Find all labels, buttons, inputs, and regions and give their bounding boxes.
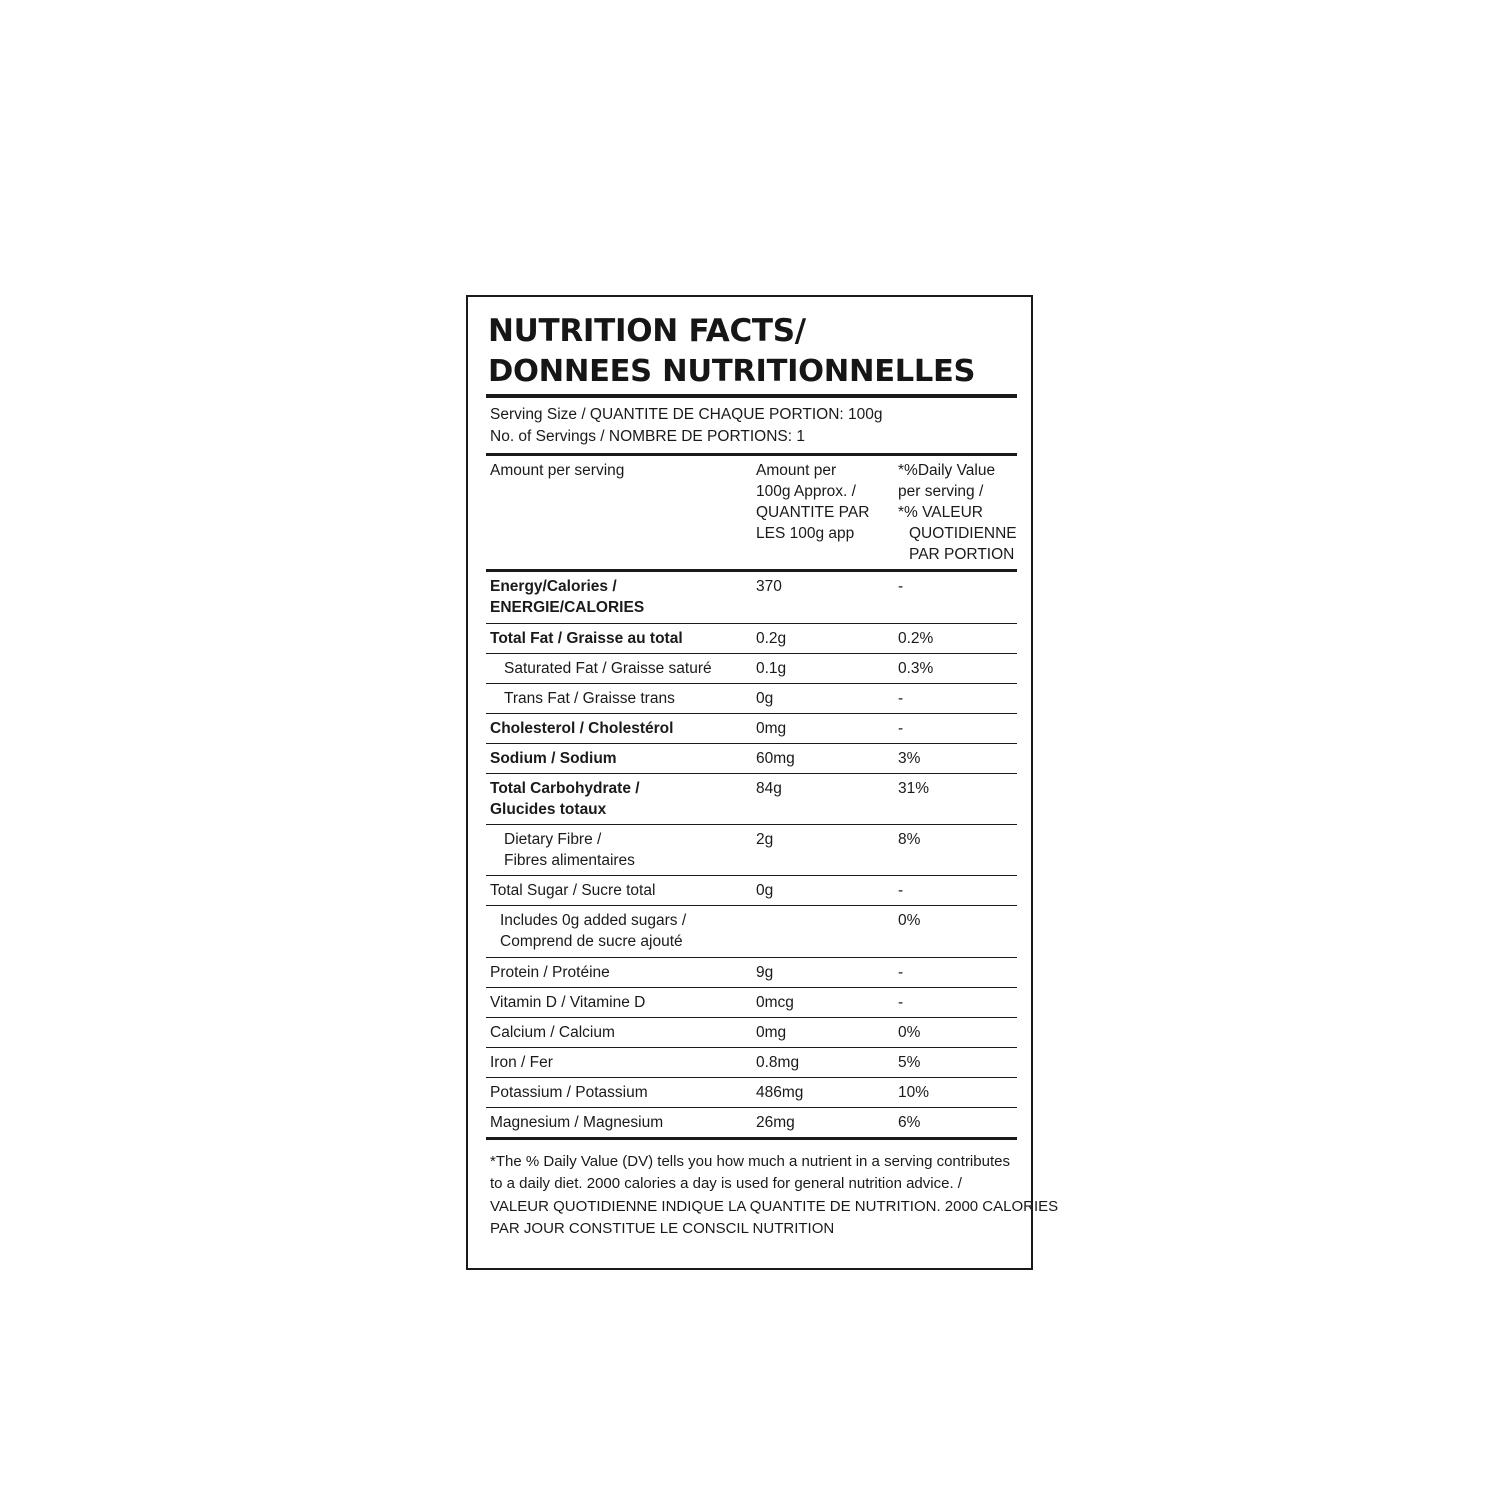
nutrition-facts-inner — [486, 313, 1059, 1241]
nutrient-amount: 486mg — [752, 1077, 894, 1107]
nutrient-dv: - — [894, 876, 1017, 906]
nutrient-name-l1: Energy/Calories / — [490, 578, 617, 596]
col-header-daily-value-l5: PAR PORTION — [909, 546, 1015, 564]
col-header-amount-per-100g-l3: QUANTITE PAR — [756, 504, 870, 522]
nutrient-name-l1: Dietary Fibre / — [504, 831, 602, 849]
nutrient-amount: 370 — [752, 571, 894, 623]
nutrient-amount: 0.1g — [752, 653, 894, 683]
nutrient-name-l2: Fibres alimentaires — [504, 852, 635, 870]
table-row — [486, 906, 1017, 957]
nutrient-dv: 3% — [894, 743, 1017, 773]
footnote-line-4: PAR JOUR CONSTITUE LE CONSCIL NUTRITION — [490, 1220, 835, 1238]
table-row — [486, 743, 1017, 773]
nutrient-name — [486, 571, 752, 623]
nutrient-dv: 0% — [894, 906, 1017, 957]
nutrient-amount: 0mg — [752, 1017, 894, 1047]
nutrient-dv: 0.2% — [894, 623, 1017, 653]
col-header-daily-value — [894, 456, 1017, 571]
col-header-amount-per-100g-l4: LES 100g app — [756, 525, 855, 543]
table-row — [486, 876, 1017, 906]
serving-size-text: Serving Size / QUANTITE DE CHAQUE PORTION: 100g — [490, 406, 883, 424]
nutrient-dv: - — [894, 713, 1017, 743]
nutrient-amount: 84g — [752, 773, 894, 824]
table-header-row — [486, 456, 1017, 571]
nutrient-name: Calcium / Calcium — [486, 1017, 752, 1047]
nutrient-name — [486, 825, 752, 876]
nutrient-amount: 0mg — [752, 713, 894, 743]
table-row — [486, 987, 1017, 1017]
nutrient-dv: 5% — [894, 1047, 1017, 1077]
nutrient-amount: 26mg — [752, 1107, 894, 1137]
nutrient-amount: 0mcg — [752, 987, 894, 1017]
nutrient-amount: 0.2g — [752, 623, 894, 653]
nutrient-amount: 0g — [752, 876, 894, 906]
col-header-amount-per-serving: Amount per serving — [490, 462, 625, 480]
nutrient-name: Total Sugar / Sucre total — [486, 876, 752, 906]
nutrient-name: Potassium / Potassium — [486, 1077, 752, 1107]
nutrient-dv: 0% — [894, 1017, 1017, 1047]
footnote-line-3: VALEUR QUOTIDIENNE INDIQUE LA QUANTITE DE NUTRITION. 2000 CALORIES — [490, 1197, 1059, 1215]
table-row — [486, 825, 1017, 876]
table-row — [486, 773, 1017, 824]
nutrient-name-l2: Comprend de sucre ajouté — [500, 933, 683, 951]
serving-info — [486, 398, 1017, 453]
nutrition-table — [486, 456, 1017, 1137]
table-row — [486, 1077, 1017, 1107]
table-row — [486, 713, 1017, 743]
nutrient-name: Vitamin D / Vitamine D — [486, 987, 752, 1017]
table-row — [486, 1107, 1017, 1137]
nutrient-name: Sodium / Sodium — [486, 743, 752, 773]
nutrient-name-l2: ENERGIE/CALORIES — [490, 599, 645, 617]
col-header-amount-per-100g-l1: Amount per — [756, 462, 837, 480]
nutrient-name: Trans Fat / Graisse trans — [486, 683, 752, 713]
daily-value-footnote — [486, 1140, 1059, 1241]
nutrient-name-l1: Includes 0g added sugars / — [500, 912, 687, 930]
nutrient-name-l1: Total Carbohydrate / — [490, 779, 640, 797]
nutrient-amount: 2g — [752, 825, 894, 876]
col-header-daily-value-l3: *% VALEUR — [898, 504, 983, 522]
nutrient-dv: - — [894, 957, 1017, 987]
nutrient-name: Cholesterol / Cholestérol — [486, 713, 752, 743]
col-header-daily-value-l1: *%Daily Value — [898, 462, 996, 480]
page-title-line1: NUTRITION FACTS/ — [488, 313, 806, 349]
table-row — [486, 1047, 1017, 1077]
col-header-daily-value-l4: QUOTIDIENNE — [909, 525, 1017, 543]
nutrient-name: Iron / Fer — [486, 1047, 752, 1077]
table-row — [486, 1017, 1017, 1047]
nutrient-name — [486, 906, 752, 957]
nutrient-amount: 60mg — [752, 743, 894, 773]
nutrient-name — [486, 773, 752, 824]
table-row — [486, 571, 1017, 623]
table-row — [486, 683, 1017, 713]
table-row — [486, 623, 1017, 653]
nutrient-name: Saturated Fat / Graisse saturé — [486, 653, 752, 683]
nutrient-dv: 10% — [894, 1077, 1017, 1107]
footnote-line-1: *The % Daily Value (DV) tells you how much a nutrient in a serving contributes — [490, 1152, 1010, 1170]
nutrient-dv: - — [894, 683, 1017, 713]
page-title-line2: DONNEES NUTRITIONNELLES — [488, 353, 976, 389]
nutrient-name: Protein / Protéine — [486, 957, 752, 987]
nutrient-name-l2: Glucides totaux — [490, 801, 607, 819]
nutrient-name: Total Fat / Graisse au total — [486, 623, 752, 653]
nutrient-dv: - — [894, 571, 1017, 623]
table-row — [486, 653, 1017, 683]
nutrition-facts-panel — [466, 295, 1059, 1270]
nutrient-dv: 8% — [894, 825, 1017, 876]
table-row — [486, 957, 1017, 987]
servings-count-text: No. of Servings / NOMBRE DE PORTIONS: 1 — [490, 428, 805, 446]
col-header-daily-value-l2: per serving / — [898, 483, 984, 501]
nutrient-dv: 31% — [894, 773, 1017, 824]
nutrient-amount: 0.8mg — [752, 1047, 894, 1077]
nutrient-dv: 6% — [894, 1107, 1017, 1137]
nutrient-amount: 9g — [752, 957, 894, 987]
footnote-line-2: to a daily diet. 2000 calories a day is used for general nutrition advice. / — [490, 1175, 962, 1193]
nutrient-dv: 0.3% — [894, 653, 1017, 683]
nutrient-amount — [752, 906, 894, 957]
nutrient-dv: - — [894, 987, 1017, 1017]
col-header-amount-per-100g-l2: 100g Approx. / — [756, 483, 856, 501]
col-header-amount-per-100g — [752, 456, 894, 571]
nutrient-amount: 0g — [752, 683, 894, 713]
nutrient-name: Magnesium / Magnesium — [486, 1107, 752, 1137]
